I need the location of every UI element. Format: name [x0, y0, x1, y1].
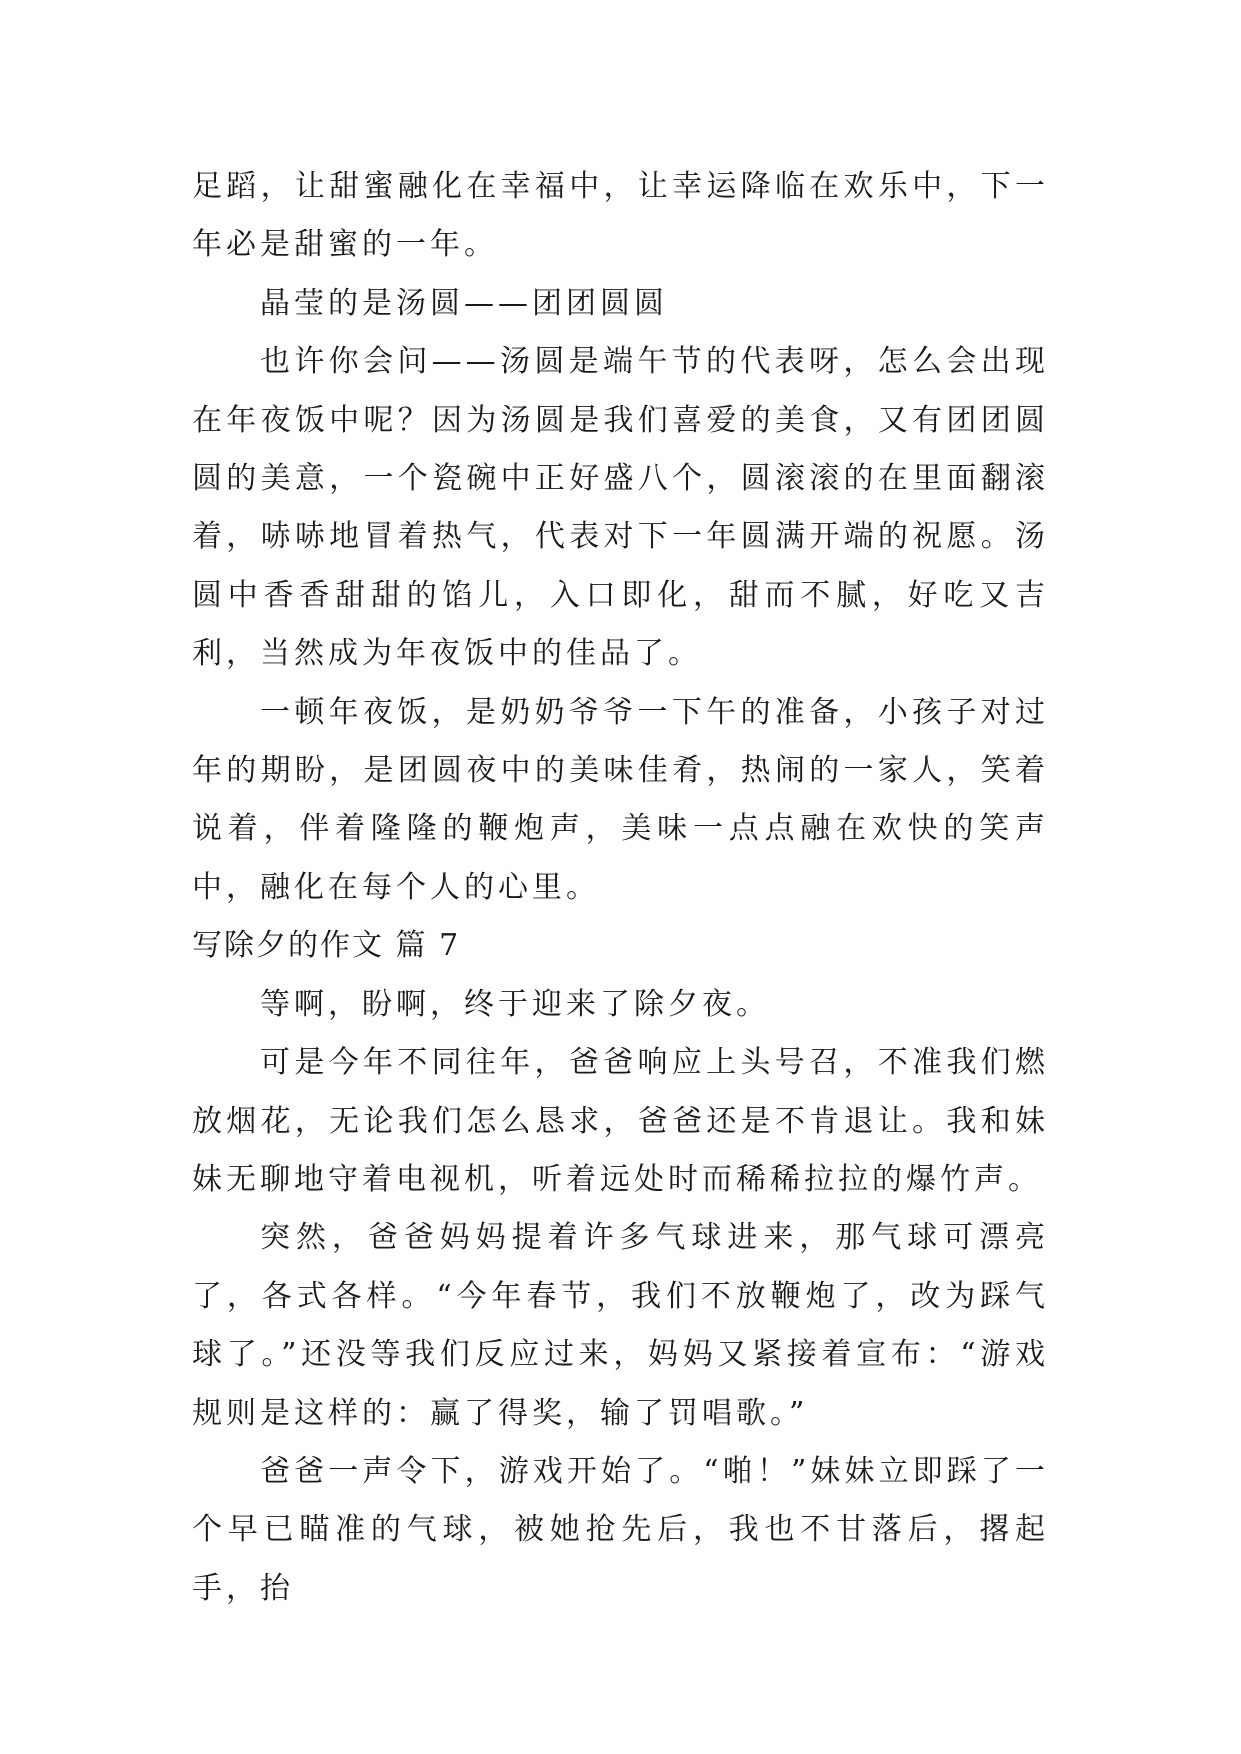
paragraph-waiting: 等啊，盼啊，终于迎来了除夕夜。: [260, 986, 770, 1022]
paragraph-tangyuan: 也许你会问——汤圆是端午节的代表呀，怎么会出现在年夜饭中呢？因为汤圆是我们喜爱的美食，又有团团圆圆的美意，一个瓷碗中正好盛八个，圆滚滚的在里面翻滚着，哧哧地冒着热气，代表对下一年圆满开端的祝愿。汤圆中香香甜甜的馅儿，入口即化，甜而不腻，好吃又吉利，当然成为年夜饭中的佳品了。: [192, 344, 1049, 672]
paragraph-game-start: 爸爸一声令下，游戏开始了。“啪！”妹妹立即踩了一个早已瞄准的气球，被她抢先后，我也不甘落后，撂起手，抬: [192, 1453, 1049, 1606]
document-page: [192, 158, 1049, 1618]
subheading-tangyuan: 晶莹的是汤圆——团团圆圆: [260, 285, 668, 321]
paragraph-balloons: 突然，爸爸妈妈提着许多气球进来，那气球可漂亮了，各式各样。“今年春节，我们不放鞭炮了，改为踩气球了。”还没等我们反应过来，妈妈又紧接着宣布：“游戏规则是这样的：赢了得奖，输了罚唱歌。”: [192, 1220, 1049, 1431]
paragraph-dinner: 一顿年夜饭，是奶奶爷爷一下午的准备，小孩子对过年的期盼，是团圆夜中的美味佳肴，热闹的一家人，笑着说着，伴着隆隆的鞭炮声，美味一点点融在欢快的笑声中，融化在每个人的心里。: [192, 694, 1049, 905]
paragraph-continued: 足蹈，让甜蜜融化在幸福中，让幸运降临在欢乐中，下一年必是甜蜜的一年。: [192, 169, 1049, 263]
section-heading: 写除夕的作文 篇 7: [192, 928, 461, 964]
paragraph-no-fireworks: 可是今年不同往年，爸爸响应上头号召，不准我们燃放烟花，无论我们怎么恳求，爸爸还是不肯退让。我和妹妹无聊地守着电视机，听着远处时而稀稀拉拉的爆竹声。: [192, 1045, 1049, 1197]
